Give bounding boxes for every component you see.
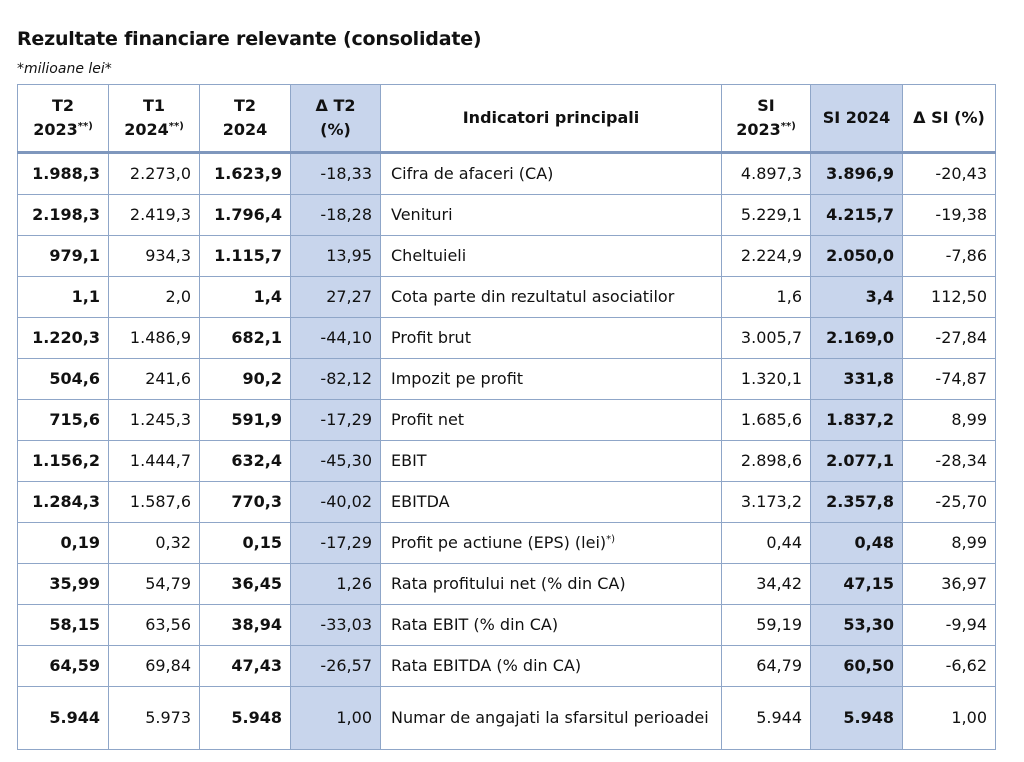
cell-delta-si: [903, 646, 996, 687]
cell-delta-t2: [291, 236, 381, 277]
cell-t1-2024: [109, 646, 200, 687]
cell-delta-t2: [291, 523, 381, 564]
cell-indicator: [381, 236, 722, 277]
cell-t2-2024: [200, 646, 291, 687]
cell-t2-2023: [18, 277, 109, 318]
cell-t1-2024: [109, 687, 200, 750]
cell-si-2023-text: 1,6: [776, 287, 802, 306]
table-row: [18, 441, 996, 482]
header-line1: SI 2024: [822, 108, 891, 127]
header-t2-2023: [18, 85, 109, 153]
cell-t2-2024: [200, 441, 291, 482]
table-row: [18, 564, 996, 605]
cell-delta-t2-text: -82,12: [320, 369, 372, 388]
cell-t2-2024: [200, 400, 291, 441]
cell-t2-2024: [200, 523, 291, 564]
header-si-2023: [722, 85, 811, 153]
cell-delta-t2-text: -26,57: [320, 656, 372, 675]
cell-delta-si: [903, 687, 996, 750]
cell-si-2024: [811, 646, 903, 687]
cell-t1-2024: [109, 277, 200, 318]
table-row: [18, 523, 996, 564]
cell-si-2024-text: 3.896,9: [826, 164, 894, 183]
cell-indicator-text: Profit net: [391, 410, 465, 429]
cell-si-2023-text: 5.944: [756, 708, 802, 727]
cell-delta-si: [903, 564, 996, 605]
cell-t2-2023-text: 1.284,3: [32, 492, 100, 511]
cell-delta-t2: [291, 153, 381, 195]
cell-indicator: [381, 646, 722, 687]
cell-t2-2023: [18, 318, 109, 359]
cell-si-2023-text: 64,79: [756, 656, 802, 675]
cell-t1-2024-text: 2,0: [165, 287, 191, 306]
cell-delta-t2-text: 13,95: [326, 246, 372, 265]
cell-si-2023: [722, 400, 811, 441]
cell-si-2023: [722, 359, 811, 400]
cell-delta-si: [903, 523, 996, 564]
cell-t2-2024: [200, 605, 291, 646]
cell-t2-2024-text: 770,3: [231, 492, 282, 511]
cell-indicator-text: Cota parte din rezultatul asociatilor: [391, 287, 675, 306]
cell-si-2023: [722, 153, 811, 195]
cell-indicator-text: EBIT: [391, 451, 427, 470]
cell-indicator-text: Cheltuieli: [391, 246, 467, 265]
cell-delta-t2: [291, 482, 381, 523]
cell-t2-2023: [18, 687, 109, 750]
header-delta-si: [903, 85, 996, 153]
cell-t1-2024-text: 2.273,0: [129, 164, 191, 183]
cell-t2-2023: [18, 564, 109, 605]
cell-t1-2024-text: 69,84: [145, 656, 191, 675]
cell-t2-2024-text: 1,4: [253, 287, 282, 306]
cell-si-2024-text: 2.077,1: [826, 451, 894, 470]
cell-si-2023-text: 2.898,6: [740, 451, 802, 470]
cell-t1-2024: [109, 236, 200, 277]
header-row: [18, 85, 996, 153]
cell-si-2023: [722, 482, 811, 523]
cell-delta-t2-text: -40,02: [320, 492, 372, 511]
cell-t2-2024: [200, 277, 291, 318]
cell-t1-2024-text: 63,56: [145, 615, 191, 634]
cell-delta-si: [903, 236, 996, 277]
cell-t1-2024-text: 5.973: [145, 708, 191, 727]
cell-delta-si-text: 112,50: [931, 287, 987, 306]
cell-si-2024-text: 331,8: [843, 369, 894, 388]
header-t1-2024: [109, 85, 200, 153]
cell-t1-2024: [109, 195, 200, 236]
table-row: [18, 153, 996, 195]
cell-si-2024-text: 1.837,2: [826, 410, 894, 429]
header-line2: (%): [320, 120, 351, 139]
cell-t2-2023-text: 0,19: [60, 533, 100, 552]
cell-delta-t2-text: -18,33: [320, 164, 372, 183]
cell-delta-t2-text: -44,10: [320, 328, 372, 347]
cell-t1-2024-text: 1.587,6: [129, 492, 191, 511]
cell-si-2024: [811, 359, 903, 400]
cell-delta-t2: [291, 687, 381, 750]
cell-t2-2024-text: 5.948: [231, 708, 282, 727]
header-line1: T1: [142, 96, 166, 115]
cell-t2-2024-text: 1.796,4: [214, 205, 282, 224]
cell-t2-2024-text: 632,4: [231, 451, 282, 470]
cell-t2-2023-text: 504,6: [49, 369, 100, 388]
cell-indicator: [381, 523, 722, 564]
cell-delta-si-text: 1,00: [951, 708, 987, 727]
cell-si-2023-text: 2.224,9: [740, 246, 802, 265]
table-row: [18, 318, 996, 359]
cell-si-2024-text: 5.948: [843, 708, 894, 727]
cell-si-2024: [811, 687, 903, 750]
cell-si-2023: [722, 687, 811, 750]
cell-t1-2024: [109, 400, 200, 441]
cell-delta-si: [903, 400, 996, 441]
cell-delta-t2: [291, 277, 381, 318]
cell-si-2024: [811, 523, 903, 564]
header-line2: 2024: [222, 120, 268, 139]
cell-t1-2024: [109, 605, 200, 646]
cell-delta-si: [903, 318, 996, 359]
cell-si-2024-text: 4.215,7: [826, 205, 894, 224]
table-row: [18, 482, 996, 523]
cell-si-2024: [811, 441, 903, 482]
header-line1: Indicatori principali: [462, 108, 640, 127]
cell-t1-2024-text: 934,3: [145, 246, 191, 265]
cell-indicator: [381, 400, 722, 441]
cell-t2-2024-text: 591,9: [231, 410, 282, 429]
cell-t2-2023-text: 979,1: [49, 246, 100, 265]
cell-si-2024-text: 60,50: [843, 656, 894, 675]
cell-delta-si-text: 8,99: [951, 410, 987, 429]
header-indicators: [381, 85, 722, 153]
cell-indicator: [381, 195, 722, 236]
cell-si-2023-text: 4.897,3: [740, 164, 802, 183]
cell-si-2023-text: 1.320,1: [740, 369, 802, 388]
cell-si-2023-text: 0,44: [766, 533, 802, 552]
cell-t1-2024: [109, 318, 200, 359]
cell-si-2023-text: 3.005,7: [740, 328, 802, 347]
header-footnote-mark: **): [77, 121, 93, 132]
table-row: [18, 400, 996, 441]
cell-delta-t2: [291, 564, 381, 605]
cell-t2-2023-text: 2.198,3: [32, 205, 100, 224]
cell-t1-2024-text: 1.486,9: [129, 328, 191, 347]
cell-indicator: [381, 318, 722, 359]
cell-t2-2023: [18, 359, 109, 400]
cell-si-2024: [811, 605, 903, 646]
cell-si-2023: [722, 605, 811, 646]
table-row: [18, 359, 996, 400]
cell-delta-si-text: -20,43: [935, 164, 987, 183]
cell-t2-2023-text: 715,6: [49, 410, 100, 429]
cell-si-2024: [811, 400, 903, 441]
cell-t1-2024: [109, 153, 200, 195]
cell-delta-si: [903, 441, 996, 482]
cell-t2-2023: [18, 441, 109, 482]
cell-t1-2024: [109, 441, 200, 482]
cell-indicator: [381, 359, 722, 400]
cell-t1-2024: [109, 523, 200, 564]
cell-t2-2023-text: 1.156,2: [32, 451, 100, 470]
cell-t2-2023: [18, 236, 109, 277]
cell-delta-t2: [291, 318, 381, 359]
cell-t2-2023-text: 64,59: [49, 656, 100, 675]
cell-si-2023: [722, 318, 811, 359]
financial-results-table: [17, 84, 996, 750]
cell-si-2023-text: 1.685,6: [740, 410, 802, 429]
header-delta-t2: [291, 85, 381, 153]
cell-delta-t2-text: 1,00: [336, 708, 372, 727]
cell-t1-2024: [109, 564, 200, 605]
cell-t2-2024-text: 36,45: [231, 574, 282, 593]
page-title: Rezultate financiare relevante (consolidate): [17, 28, 482, 50]
cell-si-2024-text: 0,48: [854, 533, 894, 552]
header-line1: T2: [233, 96, 257, 115]
cell-indicator-text: Rata profitului net (% din CA): [391, 574, 626, 593]
cell-t2-2024: [200, 195, 291, 236]
cell-t2-2023-text: 1.220,3: [32, 328, 100, 347]
cell-t2-2023: [18, 646, 109, 687]
cell-t2-2024: [200, 482, 291, 523]
cell-t2-2024: [200, 236, 291, 277]
units-note: *milioane lei*: [17, 61, 112, 77]
cell-indicator-text: Profit brut: [391, 328, 471, 347]
cell-delta-t2: [291, 646, 381, 687]
cell-si-2023: [722, 236, 811, 277]
cell-t2-2023-text: 58,15: [49, 615, 100, 634]
header-footnote-mark: **): [780, 121, 796, 132]
cell-t2-2024: [200, 153, 291, 195]
cell-indicator-text: Impozit pe profit: [391, 369, 524, 388]
cell-delta-t2: [291, 400, 381, 441]
cell-indicator: [381, 277, 722, 318]
cell-t2-2023-text: 1.988,3: [32, 164, 100, 183]
cell-si-2023: [722, 523, 811, 564]
cell-delta-t2: [291, 195, 381, 236]
cell-t2-2023: [18, 195, 109, 236]
cell-si-2024-text: 3,4: [865, 287, 894, 306]
cell-si-2024: [811, 153, 903, 195]
cell-si-2024: [811, 236, 903, 277]
cell-delta-si-text: -6,62: [945, 656, 987, 675]
cell-indicator: [381, 482, 722, 523]
cell-t2-2024-text: 0,15: [242, 533, 282, 552]
header-line1: Δ SI (%): [913, 108, 985, 127]
table-row: [18, 687, 996, 750]
cell-si-2024: [811, 318, 903, 359]
cell-si-2024-text: 2.357,8: [826, 492, 894, 511]
header-si-2024: [811, 85, 903, 153]
cell-delta-si: [903, 482, 996, 523]
header-line1: SI: [757, 96, 775, 115]
cell-delta-t2-text: -45,30: [320, 451, 372, 470]
cell-si-2023: [722, 277, 811, 318]
cell-indicator-text: Venituri: [391, 205, 453, 224]
cell-si-2024: [811, 195, 903, 236]
cell-indicator: [381, 441, 722, 482]
cell-indicator: [381, 153, 722, 195]
cell-t1-2024-text: 2.419,3: [129, 205, 191, 224]
table-body: [18, 153, 996, 750]
cell-delta-t2: [291, 359, 381, 400]
cell-delta-si: [903, 195, 996, 236]
cell-t2-2023-text: 35,99: [49, 574, 100, 593]
cell-indicator-text: Rata EBITDA (% din CA): [391, 656, 582, 675]
cell-si-2024-text: 2.169,0: [826, 328, 894, 347]
cell-delta-si-text: -19,38: [935, 205, 987, 224]
cell-t2-2024-text: 1.115,7: [214, 246, 282, 265]
cell-t2-2024: [200, 687, 291, 750]
cell-si-2023: [722, 564, 811, 605]
cell-delta-si-text: -27,84: [935, 328, 987, 347]
cell-si-2023-text: 59,19: [756, 615, 802, 634]
cell-si-2024: [811, 564, 903, 605]
cell-t1-2024-text: 1.245,3: [129, 410, 191, 429]
header-line2: 2023: [736, 120, 781, 139]
cell-delta-si-text: -25,70: [935, 492, 987, 511]
cell-si-2024-text: 2.050,0: [826, 246, 894, 265]
cell-indicator-text: Cifra de afaceri (CA): [391, 164, 554, 183]
header-line1: T2: [51, 96, 75, 115]
cell-t1-2024: [109, 482, 200, 523]
cell-delta-si-text: 36,97: [941, 574, 987, 593]
table-row: [18, 195, 996, 236]
cell-t2-2024: [200, 318, 291, 359]
cell-si-2023: [722, 195, 811, 236]
cell-indicator: [381, 564, 722, 605]
cell-delta-si: [903, 359, 996, 400]
header-footnote-mark: **): [168, 121, 184, 132]
cell-t2-2023: [18, 400, 109, 441]
cell-si-2024-text: 47,15: [843, 574, 894, 593]
cell-indicator-text: Profit pe actiune (EPS) (lei): [391, 533, 607, 552]
cell-si-2023-text: 3.173,2: [740, 492, 802, 511]
cell-delta-si: [903, 605, 996, 646]
cell-t2-2024-text: 682,1: [231, 328, 282, 347]
cell-delta-si-text: -7,86: [945, 246, 987, 265]
cell-t2-2023: [18, 153, 109, 195]
cell-indicator-text: Rata EBIT (% din CA): [391, 615, 559, 634]
cell-delta-t2-text: -18,28: [320, 205, 372, 224]
cell-indicator: [381, 687, 722, 750]
cell-delta-t2: [291, 605, 381, 646]
cell-delta-t2-text: -33,03: [320, 615, 372, 634]
cell-indicator-text: Numar de angajati la sfarsitul perioadei: [391, 708, 709, 727]
cell-t2-2023-text: 5.944: [49, 708, 100, 727]
cell-t2-2024-text: 47,43: [231, 656, 282, 675]
header-line2: 2023: [33, 120, 78, 139]
cell-delta-si: [903, 277, 996, 318]
cell-t2-2023: [18, 605, 109, 646]
cell-t2-2023: [18, 482, 109, 523]
cell-delta-t2: [291, 441, 381, 482]
cell-si-2024: [811, 482, 903, 523]
cell-si-2023-text: 34,42: [756, 574, 802, 593]
cell-t1-2024: [109, 359, 200, 400]
cell-t2-2023: [18, 523, 109, 564]
cell-delta-si-text: -74,87: [935, 369, 987, 388]
cell-t1-2024-text: 241,6: [145, 369, 191, 388]
cell-delta-t2-text: 27,27: [326, 287, 372, 306]
cell-delta-t2-text: -17,29: [320, 533, 372, 552]
cell-si-2023: [722, 646, 811, 687]
cell-si-2024: [811, 277, 903, 318]
cell-delta-si-text: -9,94: [945, 615, 987, 634]
cell-indicator: [381, 605, 722, 646]
cell-si-2023: [722, 441, 811, 482]
table-row: [18, 277, 996, 318]
cell-t2-2024-text: 1.623,9: [214, 164, 282, 183]
cell-si-2024-text: 53,30: [843, 615, 894, 634]
header-line2: 2024: [124, 120, 169, 139]
cell-indicator-text: EBITDA: [391, 492, 450, 511]
cell-t1-2024-text: 1.444,7: [129, 451, 191, 470]
cell-t2-2024: [200, 359, 291, 400]
table-row: [18, 646, 996, 687]
cell-t2-2024-text: 38,94: [231, 615, 282, 634]
table-row: [18, 236, 996, 277]
cell-delta-si-text: -28,34: [935, 451, 987, 470]
header-t2-2024: [200, 85, 291, 153]
footnote-mark: *): [606, 534, 616, 545]
cell-si-2023-text: 5.229,1: [740, 205, 802, 224]
cell-delta-si: [903, 153, 996, 195]
cell-t1-2024-text: 0,32: [155, 533, 191, 552]
cell-t1-2024-text: 54,79: [145, 574, 191, 593]
cell-t2-2024: [200, 564, 291, 605]
cell-delta-t2-text: 1,26: [336, 574, 372, 593]
cell-t2-2023-text: 1,1: [71, 287, 100, 306]
cell-delta-si-text: 8,99: [951, 533, 987, 552]
table-row: [18, 605, 996, 646]
header-line1: Δ T2: [315, 96, 356, 115]
cell-delta-t2-text: -17,29: [320, 410, 372, 429]
cell-t2-2024-text: 90,2: [242, 369, 282, 388]
